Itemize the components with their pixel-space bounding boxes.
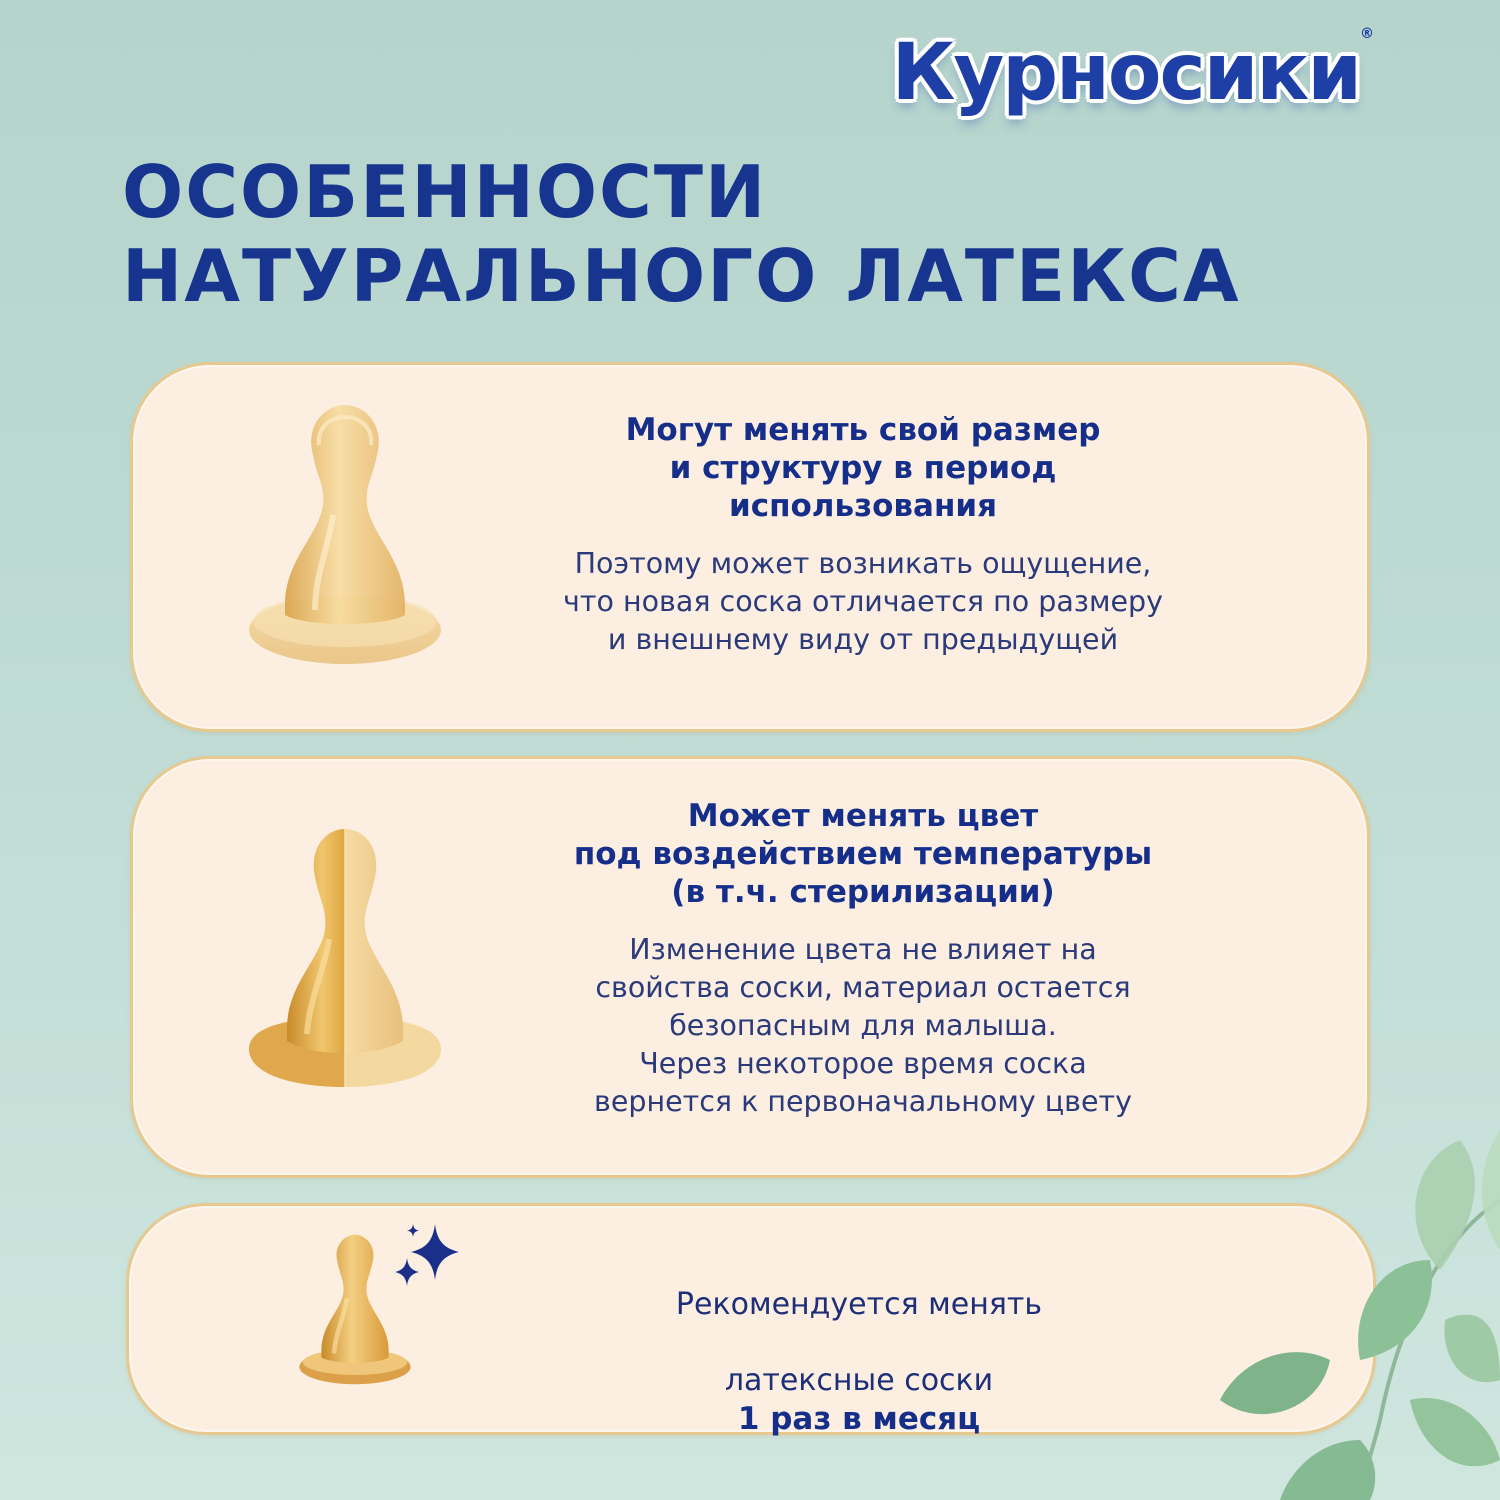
feature-card-size [130, 362, 1370, 732]
brand-logo [892, 28, 1372, 118]
feature-card-color-text [523, 797, 1203, 1121]
trademark-mark: ® [1360, 26, 1372, 42]
feature-card-replace [126, 1203, 1376, 1435]
page-title-line-1: ОСОБЕННОСТИ [122, 150, 768, 234]
feature-description: Поэтому может возникать ощущение, что новая соска отличается по размеру и внешнему виду от предыдущей [563, 547, 1163, 656]
feature-description-line-1: Рекомендуется менять [675, 1287, 1043, 1322]
latex-nipple-two-tone-icon [245, 829, 445, 1089]
feature-description [599, 1248, 1119, 1476]
leaves-decoration-icon [1210, 1120, 1500, 1500]
brand-logo-text: Курносики [891, 28, 1360, 118]
feature-card-size-text [523, 411, 1203, 659]
feature-card-color [130, 756, 1370, 1178]
feature-description: Изменение цвета не влияет на свойства соски, материал остается безопасным для малыша. Через некоторое время соска вернется к первоначальному цвету [594, 933, 1132, 1118]
feature-heading: Может менять цвет под воздействием температуры (в т.ч. стерилизации) [573, 798, 1153, 910]
replacement-frequency: 1 раз в месяц [737, 1401, 981, 1437]
page-title [122, 150, 1402, 318]
feature-heading: Могут менять свой размер и структуру в период использования [625, 412, 1101, 524]
feature-description-line-2: латексные соски [724, 1363, 994, 1398]
feature-card-replace-text [599, 1248, 1119, 1476]
latex-nipple-icon [245, 405, 445, 665]
page-title-line-2: НАТУРАЛЬНОГО ЛАТЕКСА [122, 234, 1241, 318]
sparkle-icon [391, 1218, 463, 1294]
